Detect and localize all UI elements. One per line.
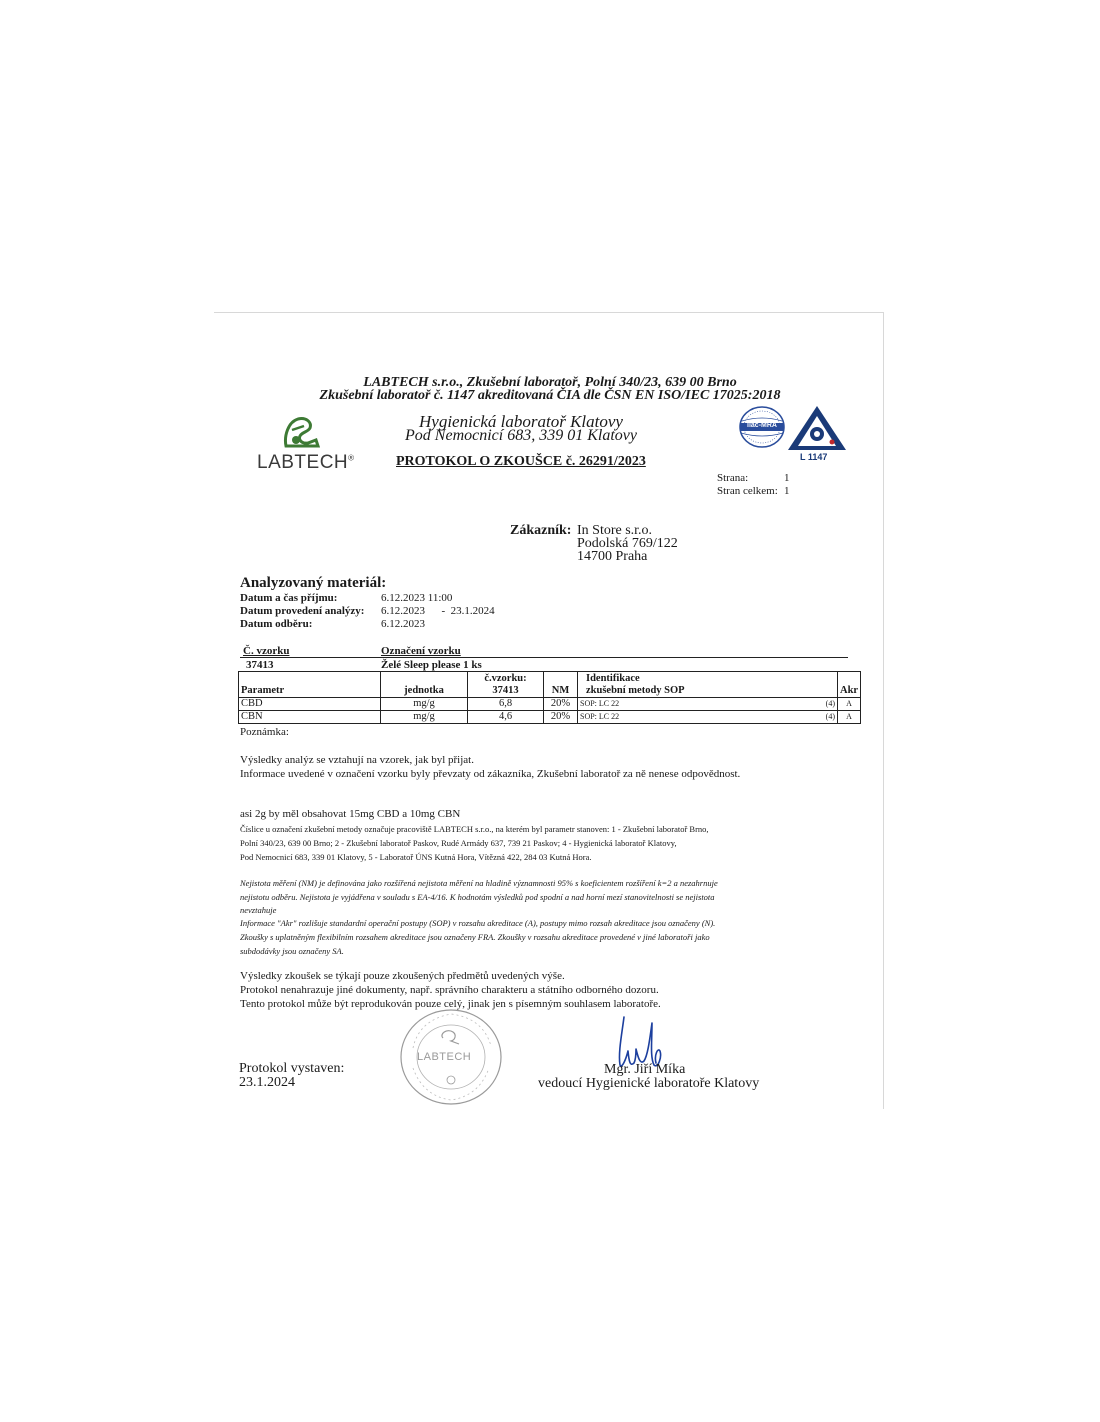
row-method-name: SOP: LC 22 xyxy=(580,712,620,721)
note-results-apply: Výsledky analýz se vztahují na vzorek, jak byl přijat. xyxy=(240,754,474,766)
row-param: CBD xyxy=(239,698,381,711)
final-note-3: Tento protokol může být reprodukován pouze celý, jinak jen s písemným souhlasem laboratoře. xyxy=(240,998,661,1010)
signer-name: Mgr. Jiří Míka xyxy=(604,1062,686,1077)
row-method-site: (4) xyxy=(825,699,835,708)
sample-desc-header: Označení vzorku xyxy=(381,645,461,657)
header-line-1: LABTECH s.r.o., Zkušební laboratoř, Polní 340/23, 639 00 Brno xyxy=(363,375,737,390)
sample-no: 37413 xyxy=(246,659,274,671)
pages-total-label: Stran celkem: xyxy=(717,485,778,497)
header-jednotka: jednotka xyxy=(381,672,468,698)
protocol-title: PROTOKOL O ZKOUŠCE č. 26291/2023 xyxy=(396,454,646,469)
row-method xyxy=(578,711,838,724)
results-table xyxy=(238,671,861,724)
header-ident-bottom: zkušební metody SOP xyxy=(586,685,685,696)
customer-name: In Store s.r.o. xyxy=(577,523,653,538)
uncertainty-line-1: Nejistota měření (NM) je definována jako rozšířená nejistota měření na hladině významnosti 95% s koeficientem rozšíření k=2 a nezahrnuje xyxy=(240,878,718,888)
row-nm: 20% xyxy=(544,711,578,724)
uncertainty-line-3: nevztahuje xyxy=(240,905,277,915)
table-row xyxy=(239,711,861,724)
uncertainty-line-2: nejistotu odběru. Nejistota je vyjádřena v souladu s EA-4/16. K hodnotám výsledků pod spodní a nad horní mezí stanovitelnosti se nejistota xyxy=(240,892,715,902)
header-ident-top: Identifikace xyxy=(586,673,640,684)
header-nm: NM xyxy=(544,672,578,698)
row-value: 4,6 xyxy=(468,711,544,724)
poznamka-label: Poznámka: xyxy=(240,726,289,738)
row-unit: mg/g xyxy=(381,698,468,711)
akr-line-2: Zkoušky s uplatněným flexibilním rozsahem akreditace jsou označeny FRA. Zkoušky v rozsahu akreditace provedené v jiné laboratoři jako xyxy=(240,932,710,942)
analysis-value: 6.12.2023 - 23.1.2024 xyxy=(381,605,495,617)
lab-name: Hygienická laboratoř Klatovy xyxy=(419,412,623,431)
row-method xyxy=(578,698,838,711)
header-vzorku-no: 37413 xyxy=(492,685,519,696)
header-vzorku-top: č.vzorku: xyxy=(484,673,527,684)
logo-text: LABTECH xyxy=(257,452,349,473)
row-method-site: (4) xyxy=(825,712,835,721)
sample-divider xyxy=(240,657,848,658)
note-customer-info: Informace uvedené v označení vzorku byly převzaty od zákazníka, Zkušební laboratoř za ně nenese odpovědnost. xyxy=(240,768,741,780)
customer-label: Zákazník: xyxy=(510,523,572,538)
analysis-label: Datum provedení analýzy: xyxy=(240,605,365,617)
accreditation-code: L 1147 xyxy=(800,452,828,462)
sites-line-2: Polní 340/23, 639 00 Brno; 2 - Zkušební laboratoř Paskov, Rudé Armády 637, 739 21 Paskov; 4 - Hygienická laboratoř Klatovy, xyxy=(240,838,677,848)
sample-no-header: Č. vzorku xyxy=(243,645,290,657)
stamp-text: LABTECH xyxy=(417,1051,472,1063)
sample-desc: Želé Sleep please 1 ks xyxy=(381,659,482,671)
sampling-label: Datum odběru: xyxy=(240,618,313,630)
header-vzorku xyxy=(468,672,544,698)
ilac-label: ilac-MRA xyxy=(747,422,777,429)
row-param: CBN xyxy=(239,711,381,724)
row-nm: 20% xyxy=(544,698,578,711)
row-unit: mg/g xyxy=(381,711,468,724)
page-value: 1 xyxy=(784,472,790,484)
sampling-value: 6.12.2023 xyxy=(381,618,425,630)
customer-street: Podolská 769/122 xyxy=(577,536,678,551)
sites-line-1: Číslice u označení zkušební metody označuje pracoviště LABTECH s.r.o., na kterém byl parametr stanoven: 1 - Zkušební laboratoř Brno, xyxy=(240,824,709,834)
akr-line-3: subdodávky jsou označeny SA. xyxy=(240,946,344,956)
labtech-logo-icon xyxy=(282,416,320,448)
table-header-row xyxy=(239,672,861,698)
page-label: Strana: xyxy=(717,472,749,484)
material-title: Analyzovaný materiál: xyxy=(240,575,387,591)
header-ident xyxy=(578,672,838,698)
received-label: Datum a čas příjmu: xyxy=(240,592,338,604)
header-line-2: Zkušební laboratoř č. 1147 akreditovaná ČIA dle ČSN EN ISO/IEC 17025:2018 xyxy=(319,388,781,403)
labtech-logo-text: LABTECH® xyxy=(257,452,355,473)
pages-total-value: 1 xyxy=(784,485,790,497)
issued-label: Protokol vystaven: xyxy=(239,1061,345,1076)
row-akr: A xyxy=(838,711,861,724)
signer-title: vedoucí Hygienické laboratoře Klatovy xyxy=(538,1076,760,1091)
header-parametr: Parametr xyxy=(239,672,381,698)
received-value: 6.12.2023 11:00 xyxy=(381,592,453,604)
table-row xyxy=(239,698,861,711)
lab-address: Pod Nemocnicí 683, 339 01 Klatovy xyxy=(405,427,637,444)
issued-date: 23.1.2024 xyxy=(239,1075,295,1090)
final-note-1: Výsledky zkoušek se týkají pouze zkoušených předmětů uvedených výše. xyxy=(240,970,565,982)
header-akr: Akr xyxy=(838,672,861,698)
row-akr: A xyxy=(838,698,861,711)
note-content: asi 2g by měl obsahovat 15mg CBD a 10mg CBN xyxy=(240,808,461,820)
sites-line-3: Pod Nemocnicí 683, 339 01 Klatovy, 5 - Laboratoř ÚNS Kutná Hora, Vítězná 422, 284 03 Kutná Hora. xyxy=(240,852,592,862)
row-value: 6,8 xyxy=(468,698,544,711)
row-method-name: SOP: LC 22 xyxy=(580,699,620,708)
akr-line-1: Informace "Akr" rozlišuje standardní operační postupy (SOP) v rozsahu akreditace (A), postupy mimo rozsah akreditace jsou označeny (N). xyxy=(240,918,716,928)
final-note-2: Protokol nenahrazuje jiné dokumenty, např. správního charakteru a státního odborného dozoru. xyxy=(240,984,659,996)
customer-city: 14700 Praha xyxy=(577,549,648,564)
cia-accreditation-logo-icon xyxy=(786,404,848,452)
